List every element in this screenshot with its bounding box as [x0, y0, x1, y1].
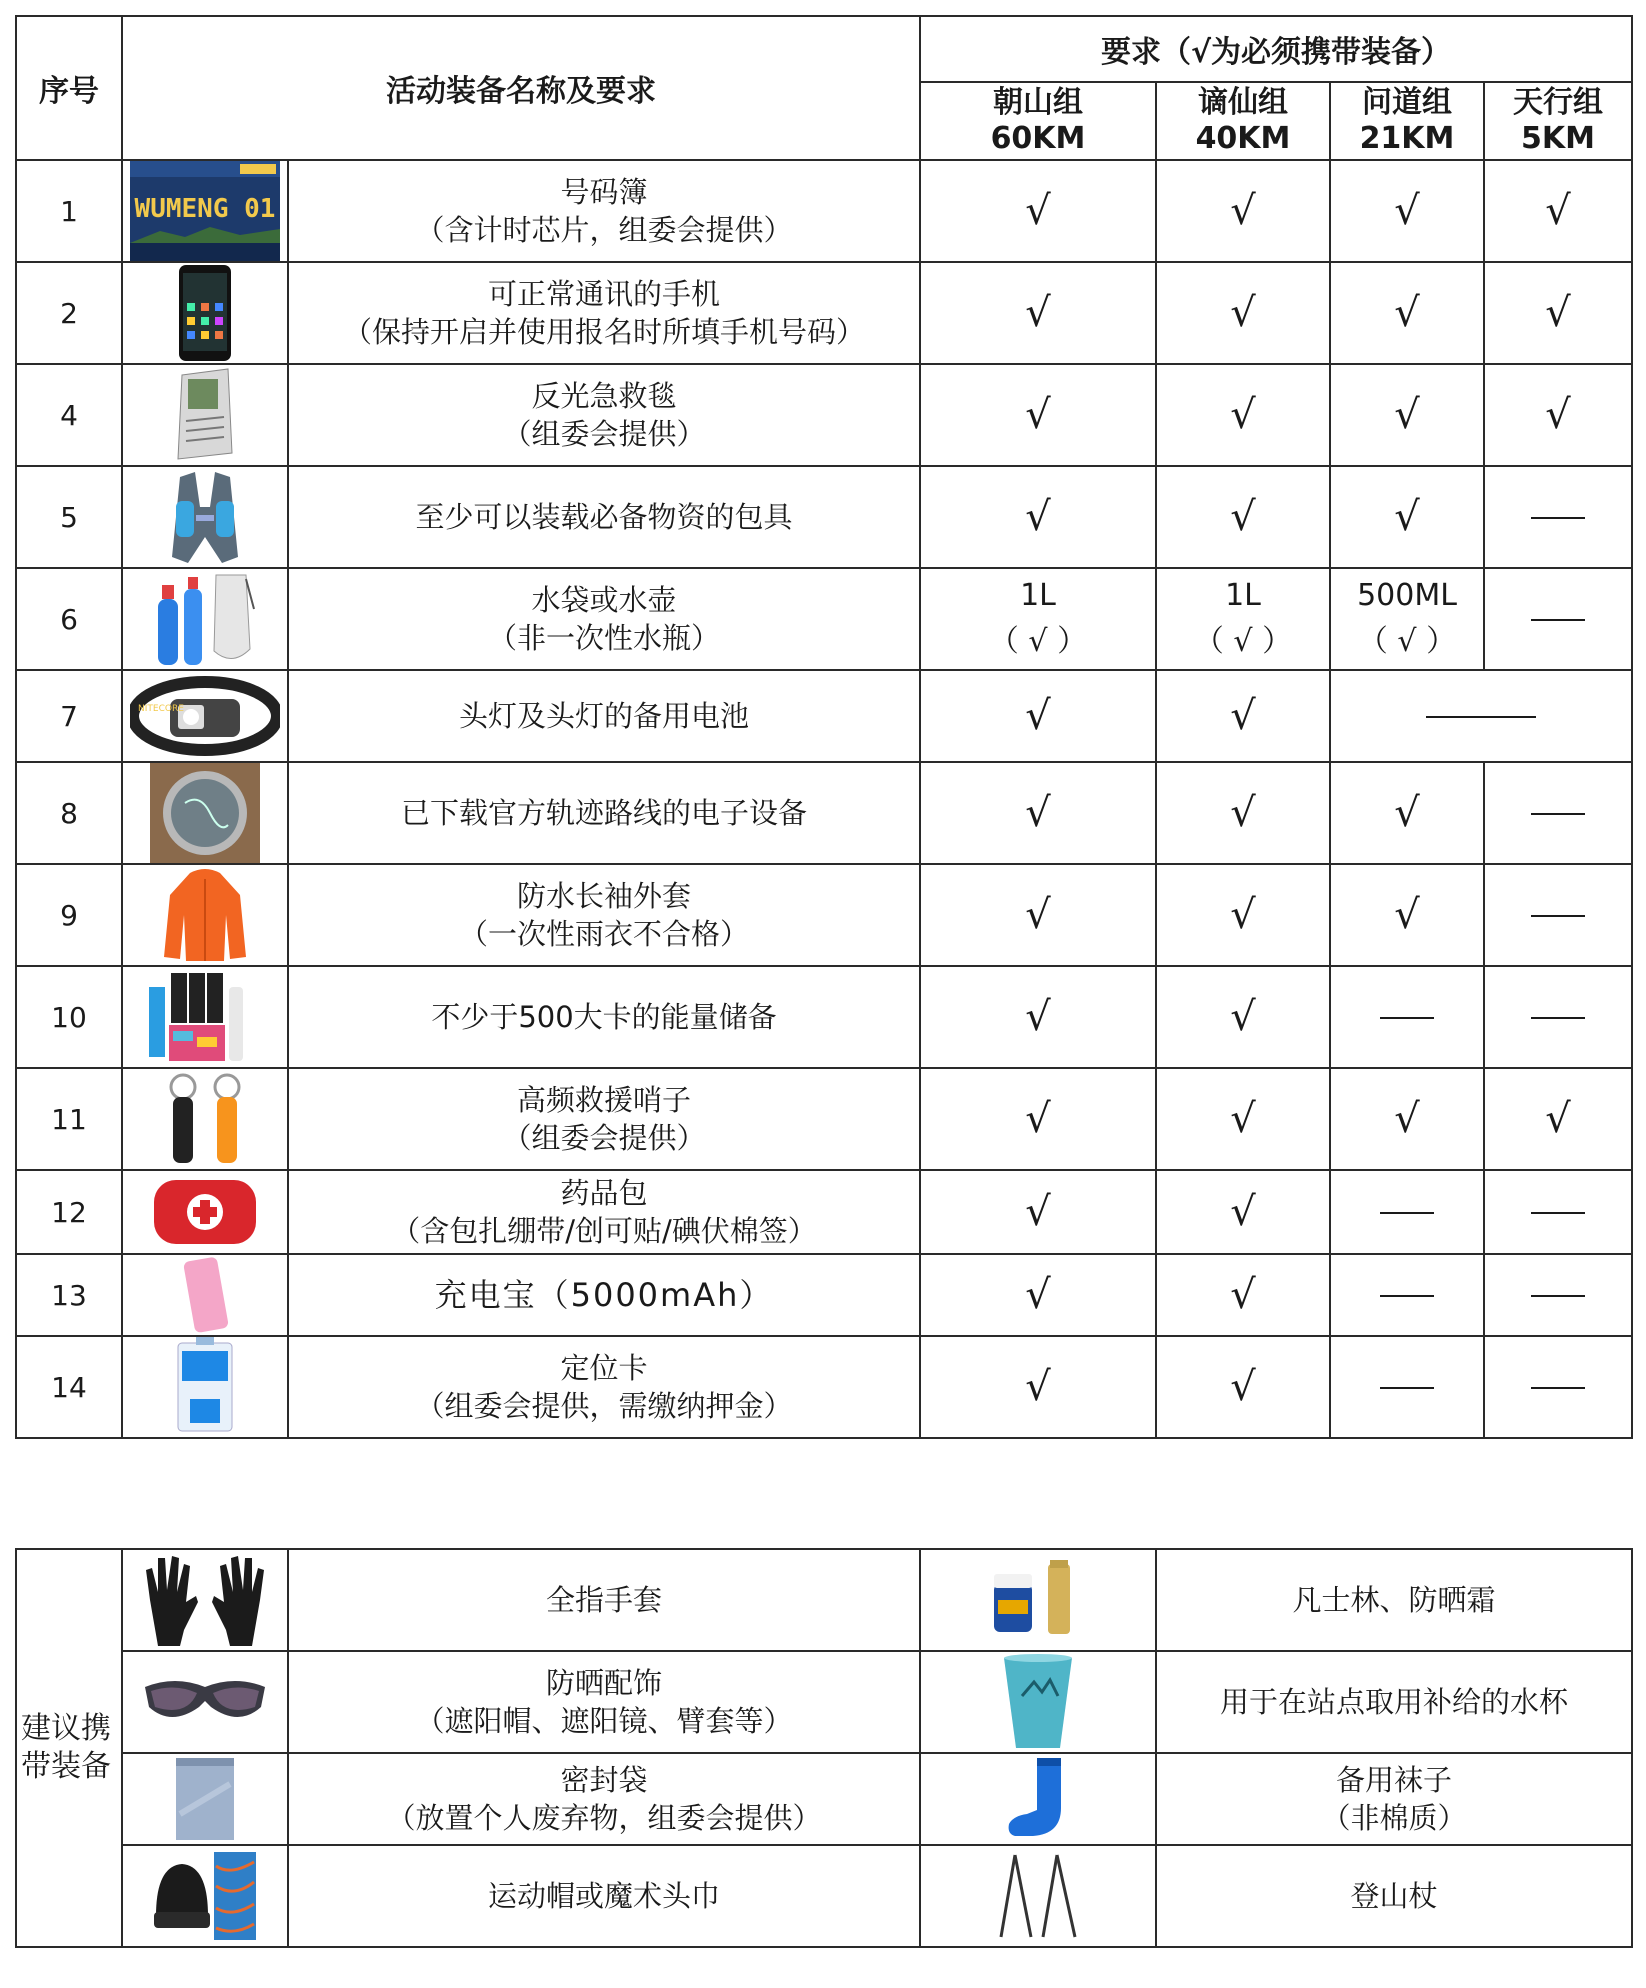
required-check: √ [1156, 966, 1330, 1068]
required-check: √ [1484, 160, 1632, 262]
required-check: √ [1156, 364, 1330, 466]
sock-icon [921, 1754, 1155, 1844]
equipment-image [122, 1549, 288, 1651]
group-name: 问道组 [1362, 85, 1452, 120]
equipment-image [920, 1845, 1156, 1947]
not-required-dash [1330, 1336, 1484, 1438]
required-check: √ [920, 864, 1156, 966]
equipment-name-note: （含包扎绷带/创可贴/碘伏棉签） [391, 1214, 817, 1248]
cup-icon [921, 1652, 1155, 1752]
required-check: √ [1330, 262, 1484, 364]
required-check: √ [920, 1068, 1156, 1170]
group-distance: 21KM [1359, 121, 1455, 156]
equipment-name [288, 670, 920, 762]
suggested-row [16, 1845, 1632, 1947]
equipment-name [288, 1068, 920, 1170]
equipment-name-note: （非棉质） [1321, 1801, 1467, 1835]
not-required-dash [1484, 1170, 1632, 1254]
required-check: √ [920, 466, 1156, 568]
equipment-name [288, 1753, 920, 1845]
amount-check: （ √ ） [1193, 624, 1293, 659]
equipment-name-main: 充电宝（5000mAh） [434, 1276, 774, 1314]
equipment-image [122, 1068, 288, 1170]
not-required-dash [1330, 966, 1484, 1068]
group-header [1330, 82, 1484, 160]
svg-text:NITECORE: NITECORE [138, 704, 184, 714]
suggested-row [16, 1753, 1632, 1845]
dash-mark [1426, 716, 1536, 718]
locator-card-icon [123, 1337, 287, 1437]
equipment-name [288, 262, 920, 364]
equipment-name-main: 凡士林、防晒霜 [1292, 1583, 1496, 1617]
equipment-name-main: 药品包 [560, 1176, 648, 1210]
suggested-label [16, 1549, 122, 1947]
required-check: √ [1484, 262, 1632, 364]
not-required-dash [1330, 670, 1632, 762]
equipment-name-note: （遮阳帽、遮阳镜、臂套等） [415, 1704, 793, 1738]
required-check: √ [920, 1336, 1156, 1438]
not-required-dash [1484, 466, 1632, 568]
equipment-name [288, 1170, 920, 1254]
table-row [16, 262, 1632, 364]
emergency-blanket-icon [123, 365, 287, 465]
rain-jacket-icon [123, 865, 287, 965]
equipment-name [288, 364, 920, 466]
zip-bag-icon [123, 1754, 287, 1844]
equipment-image [122, 1651, 288, 1753]
required-check: √ [1156, 1254, 1330, 1336]
group-header [920, 82, 1156, 160]
required-equipment-table [15, 15, 1633, 1439]
equipment-name [1156, 1549, 1632, 1651]
equipment-name [288, 160, 920, 262]
required-check: √ [920, 966, 1156, 1068]
equipment-name [288, 966, 920, 1068]
equipment-name [288, 864, 920, 966]
bib-number-text: WUMENG 01 [134, 194, 276, 224]
dash-mark [1531, 1295, 1585, 1297]
required-amount [1156, 568, 1330, 670]
equipment-image [122, 568, 288, 670]
equipment-name [288, 568, 920, 670]
table-row [16, 966, 1632, 1068]
group-distance: 60KM [990, 121, 1086, 156]
equipment-name-main: 定位卡 [560, 1351, 648, 1385]
energy-gels-icon [123, 967, 287, 1067]
required-check: √ [1156, 466, 1330, 568]
equipment-image [122, 160, 288, 262]
required-check: √ [920, 364, 1156, 466]
equipment-name [288, 1336, 920, 1438]
equipment-name [1156, 1845, 1632, 1947]
amount-value: 1L [1225, 578, 1261, 613]
group-distance: 40KM [1195, 121, 1291, 156]
required-check: √ [1330, 466, 1484, 568]
row-index: 5 [16, 466, 122, 568]
row-index: 10 [16, 966, 122, 1068]
power-bank-icon [123, 1255, 287, 1335]
not-required-dash [1330, 1170, 1484, 1254]
equipment-name-note: （含计时芯片，组委会提供） [415, 213, 793, 247]
table-row [16, 568, 1632, 670]
equipment-image [122, 1753, 288, 1845]
amount-check: （ √ ） [1357, 624, 1457, 659]
required-check: √ [1484, 364, 1632, 466]
equipment-name [1156, 1753, 1632, 1845]
not-required-dash [1484, 568, 1632, 670]
group-header [1156, 82, 1330, 160]
equipment-name-main: 密封袋 [560, 1763, 648, 1797]
dash-mark [1531, 1387, 1585, 1389]
required-check: √ [1330, 762, 1484, 864]
equipment-image [122, 262, 288, 364]
table-row [16, 670, 1632, 762]
required-check: √ [920, 762, 1156, 864]
first-aid-kit-icon [123, 1172, 287, 1252]
equipment-name-note: （非一次性水瓶） [487, 621, 720, 655]
water-bottle-icon [123, 569, 287, 669]
not-required-dash [1484, 864, 1632, 966]
dash-mark [1531, 517, 1585, 519]
row-index: 7 [16, 670, 122, 762]
required-check: √ [1330, 1068, 1484, 1170]
required-check: √ [1156, 1170, 1330, 1254]
equipment-image [122, 1254, 288, 1336]
equipment-name-main: 用于在站点取用补给的水杯 [1219, 1685, 1568, 1719]
group-name: 朝山组 [993, 85, 1083, 120]
equipment-name-note: （组委会提供） [502, 1121, 706, 1155]
equipment-name-main: 防晒配饰 [545, 1666, 662, 1700]
equipment-name-main: 登山杖 [1350, 1879, 1438, 1913]
row-index: 6 [16, 568, 122, 670]
header-index: 序号 [16, 16, 122, 160]
equipment-image [122, 670, 288, 762]
equipment-name [288, 1845, 920, 1947]
dash-mark [1531, 619, 1585, 621]
row-index: 8 [16, 762, 122, 864]
mobile-phone-icon [123, 263, 287, 363]
required-check: √ [1156, 670, 1330, 762]
required-check: √ [920, 160, 1156, 262]
row-index: 9 [16, 864, 122, 966]
not-required-dash [1330, 1254, 1484, 1336]
beanie-buff-icon [123, 1846, 287, 1946]
required-amount [1330, 568, 1484, 670]
equipment-name [1156, 1651, 1632, 1753]
gps-watch-icon [123, 763, 287, 863]
dash-mark [1380, 1295, 1434, 1297]
race-bib-icon [123, 161, 287, 261]
equipment-name-note: （保持开启并使用报名时所填手机号码） [342, 315, 865, 349]
equipment-image [920, 1651, 1156, 1753]
group-name: 天行组 [1513, 85, 1603, 120]
suggested-row [16, 1549, 1632, 1651]
row-index: 13 [16, 1254, 122, 1336]
table-row [16, 160, 1632, 262]
equipment-image [920, 1549, 1156, 1651]
equipment-name [288, 1549, 920, 1651]
equipment-name [288, 1651, 920, 1753]
equipment-name-note: （放置个人废弃物，组委会提供） [386, 1801, 822, 1835]
equipment-image [122, 364, 288, 466]
row-index: 11 [16, 1068, 122, 1170]
header-equipment-name: 活动装备名称及要求 [122, 16, 920, 160]
required-check: √ [1330, 364, 1484, 466]
table-row [16, 762, 1632, 864]
dash-mark [1531, 915, 1585, 917]
header-requirement: 要求（√为必须携带装备） [920, 16, 1632, 82]
dash-mark [1380, 1387, 1434, 1389]
required-check: √ [1156, 864, 1330, 966]
required-check: √ [1156, 762, 1330, 864]
headlamp-icon [123, 671, 287, 761]
vaseline-sunscreen-icon [921, 1560, 1155, 1640]
equipment-name-main: 可正常通讯的手机 [487, 277, 720, 311]
not-required-dash [1484, 1336, 1632, 1438]
row-index: 1 [16, 160, 122, 262]
equipment-name-main: 号码簿 [560, 175, 648, 209]
equipment-name-main: 已下载官方轨迹路线的电子设备 [400, 796, 807, 830]
equipment-name-main: 反光急救毯 [531, 379, 677, 413]
suggested-row [16, 1651, 1632, 1753]
equipment-name-main: 水袋或水壶 [531, 583, 677, 617]
suggested-equipment-table [15, 1548, 1633, 1948]
not-required-dash [1484, 762, 1632, 864]
group-header [1484, 82, 1632, 160]
table-row [16, 1170, 1632, 1254]
row-index: 2 [16, 262, 122, 364]
equipment-image [920, 1753, 1156, 1845]
equipment-name-note: （组委会提供） [502, 417, 706, 451]
required-check: √ [1156, 1336, 1330, 1438]
required-check: √ [920, 1254, 1156, 1336]
required-amount [920, 568, 1156, 670]
equipment-name-main: 防水长袖外套 [516, 879, 691, 913]
equipment-name-main: 头灯及头灯的备用电池 [458, 699, 749, 733]
equipment-image [122, 1170, 288, 1254]
required-check: √ [920, 670, 1156, 762]
table-row [16, 466, 1632, 568]
gloves-icon [123, 1550, 287, 1650]
equipment-image [122, 762, 288, 864]
row-index: 14 [16, 1336, 122, 1438]
amount-value: 1L [1020, 578, 1056, 613]
amount-check: （ √ ） [988, 624, 1088, 659]
equipment-name [288, 762, 920, 864]
required-check: √ [1330, 864, 1484, 966]
table-row [16, 864, 1632, 966]
equipment-name-main: 不少于500大卡的能量储备 [431, 1000, 777, 1034]
required-check: √ [1156, 160, 1330, 262]
group-distance: 5KM [1521, 121, 1595, 156]
required-check: √ [1330, 160, 1484, 262]
equipment-name-main: 备用袜子 [1335, 1763, 1452, 1797]
required-check: √ [1484, 1068, 1632, 1170]
hydration-vest-icon [123, 467, 287, 567]
equipment-image [122, 1845, 288, 1947]
suggested-label-line: 建议携 [21, 1711, 111, 1746]
equipment-image [122, 864, 288, 966]
suggested-label-line: 带装备 [21, 1749, 111, 1784]
dash-mark [1531, 1212, 1585, 1214]
trekking-poles-icon [921, 1851, 1155, 1941]
equipment-name-main: 全指手套 [545, 1583, 662, 1617]
dash-mark [1531, 813, 1585, 815]
sunglasses-icon [123, 1667, 287, 1737]
equipment-name-note: （一次性雨衣不合格） [458, 917, 749, 951]
equipment-name-main: 运动帽或魔术头巾 [487, 1879, 720, 1913]
required-check: √ [920, 262, 1156, 364]
whistle-icon [123, 1069, 287, 1169]
equipment-image [122, 966, 288, 1068]
equipment-image [122, 466, 288, 568]
table-row [16, 364, 1632, 466]
group-name: 谪仙组 [1198, 85, 1288, 120]
required-check: √ [920, 1170, 1156, 1254]
equipment-image [122, 1336, 288, 1438]
equipment-name-main: 至少可以装载必备物资的包具 [415, 500, 793, 534]
table-row [16, 1336, 1632, 1438]
table-row [16, 1068, 1632, 1170]
not-required-dash [1484, 1254, 1632, 1336]
table-row [16, 1254, 1632, 1336]
amount-value: 500ML [1357, 578, 1457, 613]
equipment-name [288, 466, 920, 568]
row-index: 4 [16, 364, 122, 466]
required-check: √ [1156, 1068, 1330, 1170]
equipment-name-note: （组委会提供，需缴纳押金） [415, 1389, 793, 1423]
equipment-name [288, 1254, 920, 1336]
required-check: √ [1156, 262, 1330, 364]
not-required-dash [1484, 966, 1632, 1068]
dash-mark [1380, 1212, 1434, 1214]
equipment-name-main: 高频救援哨子 [516, 1083, 691, 1117]
dash-mark [1380, 1017, 1434, 1019]
dash-mark [1531, 1017, 1585, 1019]
row-index: 12 [16, 1170, 122, 1254]
